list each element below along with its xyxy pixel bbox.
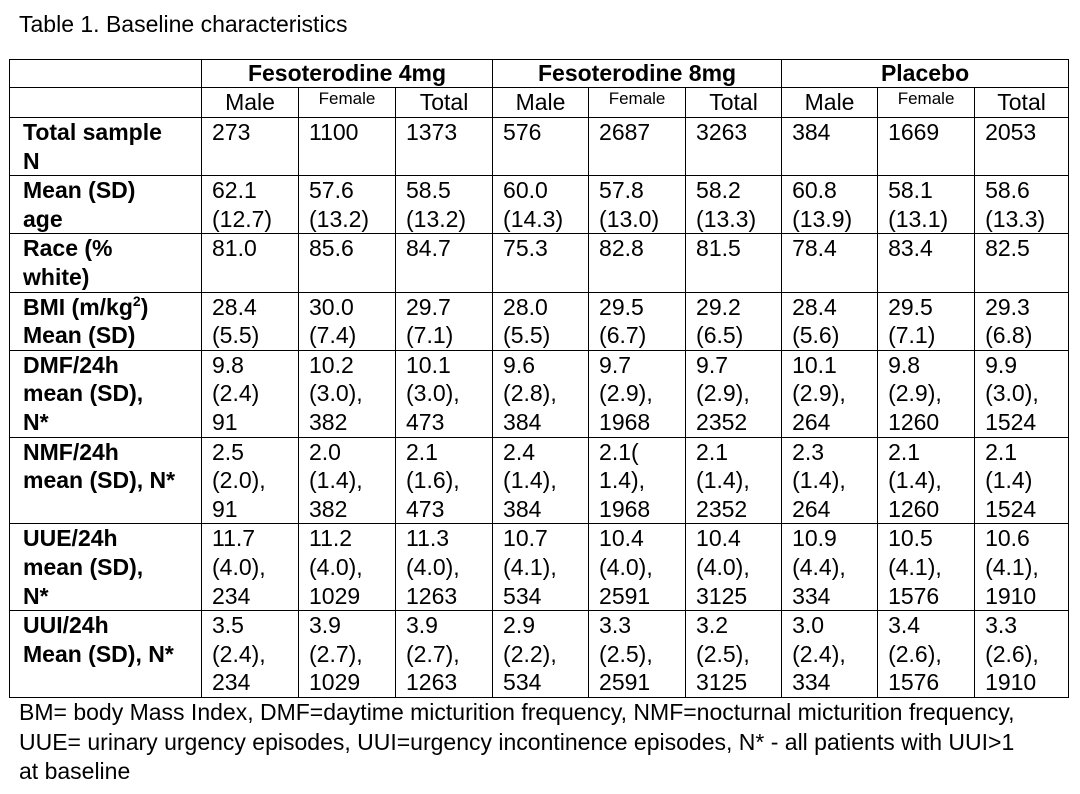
table-cell: 9.7 (2.9), 1968 (589, 350, 686, 437)
row-label-text: ) Mean (SD) (23, 293, 149, 349)
table-cell: 60.0 (14.3) (493, 176, 589, 234)
table-cell: 58.5 (13.2) (396, 176, 493, 234)
table-cell: 3.0 (2.4), 334 (782, 611, 878, 698)
table-cell: 2.3 (1.4), 264 (782, 437, 878, 524)
table-cell: 1669 (878, 118, 975, 176)
row-label: NMF/24h mean (SD), N* (10, 437, 202, 524)
table-cell: 29.3 (6.8) (975, 292, 1069, 350)
table-cell: 2.4 (1.4), 384 (493, 437, 589, 524)
subheader-cell: Total (396, 88, 493, 118)
table-cell: 10.1 (2.9), 264 (782, 350, 878, 437)
group-header: Fesoterodine 8mg (493, 60, 782, 88)
row-label: UUE/24h mean (SD), N* (10, 524, 202, 611)
table-footnote: BM= body Mass Index, DMF=daytime micturition frequency, NMF=nocturnal micturition frequency, UUE= urinary urgency episodes, UUI=urgency incontinence episodes, N* - all patients with UUI>1 at baseline (19, 699, 1015, 784)
table-cell: 2.1 (1.4), 2352 (686, 437, 782, 524)
subheader-cell: Female (878, 88, 975, 118)
table-cell: 85.6 (299, 234, 396, 292)
table-row (10, 234, 1069, 292)
table-cell: 10.1 (3.0), 473 (396, 350, 493, 437)
subheader-cell: Female (589, 88, 686, 118)
table-cell: 60.8 (13.9) (782, 176, 878, 234)
table-cell: 10.6 (4.1), 1910 (975, 524, 1069, 611)
subheader-cell: Male (202, 88, 299, 118)
corner-cell (10, 88, 202, 118)
table-cell: 3.3 (2.5), 2591 (589, 611, 686, 698)
row-label: Total sample N (10, 118, 202, 176)
baseline-characteristics-table (9, 59, 1069, 698)
row-label: UUI/24h Mean (SD), N* (10, 611, 202, 698)
table-cell: 82.8 (589, 234, 686, 292)
table-cell: 11.7 (4.0), 234 (202, 524, 299, 611)
table-cell: 29.5 (7.1) (878, 292, 975, 350)
table-cell: 10.9 (4.4), 334 (782, 524, 878, 611)
table-cell: 9.9 (3.0), 1524 (975, 350, 1069, 437)
table-row (10, 437, 1069, 524)
table-cell: 83.4 (878, 234, 975, 292)
table-cell: 30.0 (7.4) (299, 292, 396, 350)
row-label (10, 292, 202, 350)
table-cell: 78.4 (782, 234, 878, 292)
row-label: Race (% white) (10, 234, 202, 292)
table-row (10, 176, 1069, 234)
table-cell: 2.1 (1.6), 473 (396, 437, 493, 524)
table-cell: 9.6 (2.8), 384 (493, 350, 589, 437)
table-cell: 10.2 (3.0), 382 (299, 350, 396, 437)
table-cell: 10.4 (4.0), 3125 (686, 524, 782, 611)
table-cell: 2.1( 1.4), 1968 (589, 437, 686, 524)
table-cell: 2687 (589, 118, 686, 176)
table-cell: 82.5 (975, 234, 1069, 292)
row-label: DMF/24h mean (SD), N* (10, 350, 202, 437)
table-cell: 9.7 (2.9), 2352 (686, 350, 782, 437)
group-header-row (10, 60, 1069, 88)
table-cell: 3.3 (2.6), 1910 (975, 611, 1069, 698)
table-cell: 11.2 (4.0), 1029 (299, 524, 396, 611)
table-cell: 3.9 (2.7), 1029 (299, 611, 396, 698)
table-cell: 3.9 (2.7), 1263 (396, 611, 493, 698)
corner-cell (10, 60, 202, 88)
table-cell: 3263 (686, 118, 782, 176)
table-cell: 2.0 (1.4), 382 (299, 437, 396, 524)
table-cell: 29.5 (6.7) (589, 292, 686, 350)
subheader-cell: Female (299, 88, 396, 118)
table-row (10, 524, 1069, 611)
table-cell: 28.0 (5.5) (493, 292, 589, 350)
table-cell: 58.1 (13.1) (878, 176, 975, 234)
table-cell: 57.6 (13.2) (299, 176, 396, 234)
table-cell: 3.2 (2.5), 3125 (686, 611, 782, 698)
table-row (10, 611, 1069, 698)
subheader-row (10, 88, 1069, 118)
table-cell: 57.8 (13.0) (589, 176, 686, 234)
subheader-cell: Male (782, 88, 878, 118)
table-cell: 62.1 (12.7) (202, 176, 299, 234)
row-label: Mean (SD) age (10, 176, 202, 234)
table-cell: 10.5 (4.1), 1576 (878, 524, 975, 611)
table-cell: 2053 (975, 118, 1069, 176)
table-cell: 2.1 (1.4) 1524 (975, 437, 1069, 524)
table-cell: 28.4 (5.5) (202, 292, 299, 350)
table-cell: 28.4 (5.6) (782, 292, 878, 350)
table-cell: 273 (202, 118, 299, 176)
table-row (10, 350, 1069, 437)
subheader-cell: Total (975, 88, 1069, 118)
table-cell: 29.7 (7.1) (396, 292, 493, 350)
group-header: Placebo (782, 60, 1069, 88)
table-cell: 75.3 (493, 234, 589, 292)
table-cell: 3.5 (2.4), 234 (202, 611, 299, 698)
table-cell: 2.1 (1.4), 1260 (878, 437, 975, 524)
table-caption: Table 1. Baseline characteristics (19, 11, 348, 37)
superscript: 2 (132, 292, 141, 309)
table-cell: 11.3 (4.0), 1263 (396, 524, 493, 611)
table-cell: 9.8 (2.9), 1260 (878, 350, 975, 437)
group-header: Fesoterodine 4mg (202, 60, 493, 88)
table-cell: 9.8 (2.4) 91 (202, 350, 299, 437)
table-cell: 58.2 (13.3) (686, 176, 782, 234)
table-cell: 81.0 (202, 234, 299, 292)
table-cell: 1373 (396, 118, 493, 176)
table-cell: 384 (782, 118, 878, 176)
subheader-cell: Total (686, 88, 782, 118)
table-cell: 29.2 (6.5) (686, 292, 782, 350)
table-cell: 576 (493, 118, 589, 176)
table-cell: 10.4 (4.0), 2591 (589, 524, 686, 611)
table-row (10, 292, 1069, 350)
table-cell: 84.7 (396, 234, 493, 292)
table-cell: 81.5 (686, 234, 782, 292)
table-cell: 1100 (299, 118, 396, 176)
table-cell: 10.7 (4.1), 534 (493, 524, 589, 611)
table-cell: 2.5 (2.0), 91 (202, 437, 299, 524)
table-cell: 3.4 (2.6), 1576 (878, 611, 975, 698)
table-cell: 2.9 (2.2), 534 (493, 611, 589, 698)
subheader-cell: Male (493, 88, 589, 118)
row-label-text: BMI (m/kg (23, 293, 133, 320)
table-cell: 58.6 (13.3) (975, 176, 1069, 234)
table-row (10, 118, 1069, 176)
